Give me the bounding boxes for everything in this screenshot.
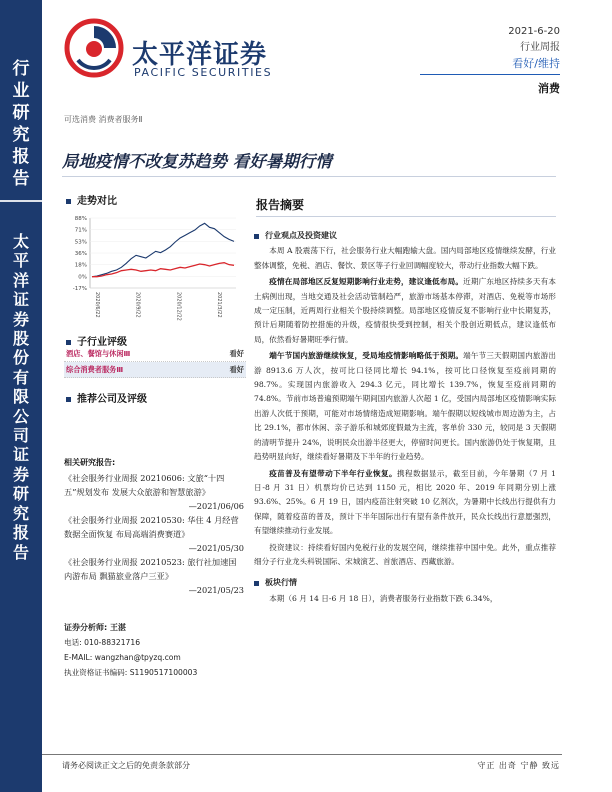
summary-paragraph (254, 467, 556, 539)
paragraph-text: 携程数据显示，截至目前，今年暑期（7 月 1 日-8 月 31 日）机票均价已达到 1150 元，相比 2020 年、2019 年同期分别上涨 93.6%、25%。6 月 19 日，国内疫苗注射突破 10 亿剂次，为暑期中长线出行提供有力保障，随着疫苗的普及，预计下半年国际出行有望有条件放开，民众长线出行意愿强烈，有望继续推动行业发展。 (254, 468, 556, 536)
banner-glyph: 洋 (12, 270, 29, 290)
report-type: 行业周报 (520, 42, 560, 53)
y-tick-label: 36% (74, 251, 87, 257)
y-tick-label: 0% (78, 274, 87, 281)
related-report-title: 《社会服务行业周报 20210523: 旅行社加速国内游布局 飘猫旅业落户三亚》 (64, 557, 237, 581)
banner-glyph: 份 (12, 348, 29, 368)
analyst-email: E-MAIL: wangzhan@tpyzq.com (64, 653, 181, 662)
banner-glyph: 行 (12, 59, 30, 79)
summary-body (254, 228, 556, 608)
analyst-info (64, 620, 244, 680)
trend-chart (64, 210, 244, 330)
banner-glyph: 太 (12, 232, 29, 251)
banner-glyph: 限 (12, 387, 29, 407)
banner-glyph: 研 (12, 103, 30, 123)
sub-rating-value: 看好 (229, 365, 244, 374)
sub-ratings-table (64, 346, 246, 378)
paragraph-text: 近期广东地区持续多天有本土病例出现，当地交通及社会活动管制趋严，旅游市场基本停滞，对酒店、免税等市场形成一定压制，近两周行业相关个股持续调整。局部地区疫情反复不影响行业中长期复苏，预计后期随着防控措施的升级，疫情很快受到控制，相关个股创近期低点，建议逢低布局，依然看好暑期旺季行情。 (254, 277, 557, 344)
banner-glyph: 有 (12, 367, 29, 387)
banner-glyph: 报 (12, 147, 30, 167)
report-date: 2021-6-20 (508, 26, 560, 37)
banner-glyph: 告 (12, 169, 30, 189)
y-tick-label: 53% (74, 239, 87, 246)
banner-glyph: 券 (12, 464, 29, 484)
summary-paragraph: 本期（6 月 14 日-6 月 18 日），消费者服务行业指数下跌 6.34%， (269, 593, 498, 603)
brand-name-en: PACIFIC SECURITIES (134, 66, 273, 79)
related-report-date: —2021/05/30 (188, 543, 244, 553)
banner-bottom-text (0, 232, 42, 562)
footer-motto: 守正 出奇 宁静 致远 (477, 761, 560, 770)
related-heading: 相关研究报告: (64, 458, 116, 467)
analyst-phone: 电话: 010-88321716 (64, 638, 141, 647)
paragraph-lead: 疫情在局部地区反复短期影响行业走势，建议逢低布局。 (269, 277, 464, 287)
banner-glyph: 券 (12, 309, 29, 329)
related-report-date: —2021/05/23 (188, 585, 244, 595)
x-tick-label: 2020/6/22 (94, 292, 100, 318)
paragraph-text: 端午节三天假期国内旅游出游 8913.6 万人次，按可比口径同比增长 94.1%，按可比口径恢复至疫前同期的 98.7%。实现国内旅游收入 294.3 亿元，同比增长 139.7%，恢复至疫前同期的 74.8%。节前市场普遍预期端午期间国内旅游人次超 1 亿，受国内局部地区疫情影响实际出游人次低于预期，可能对市场情绪造成短期影响。端午假期以短线城市周边游为主，占比 29.1%，都市休闲、亲子游乐和城郊度假最为主流，客单价 330 元，较同是 3 天假期的清明节提升 24%，说明民众出游半径更大，停留时间更长。国内旅游仍处于恢复期，且趋势明显向好，继续看好暑期及下半年的行业趋势。 (254, 351, 557, 462)
y-tick-label: 71% (74, 227, 87, 234)
summary-paragraph (254, 349, 556, 464)
viewpoint-bullet: 行业观点及投资建议 (254, 228, 556, 242)
recommend-heading: 推荐公司及评级 (66, 390, 147, 405)
analyst-name: 证券分析师: 王湛 (64, 623, 126, 632)
banner-glyph: 司 (12, 426, 29, 446)
x-tick-label: 2021/3/22 (216, 292, 222, 318)
y-tick-label: 88% (74, 216, 87, 222)
footer-disclaimer: 请务必阅读正文之后的免责条款部分 (62, 761, 190, 770)
summary-paragraph: 投资建议：持续看好国内免税行业的发展空间，继续推荐中国中免。此外，重点推荐细分子行业龙头科锐国际、宋城演艺、首旅酒店、西藏旅游。 (254, 542, 556, 566)
banner-divider (0, 200, 42, 202)
industry-rating: 看好/维持 (512, 57, 560, 70)
trend-heading: 走势对比 (66, 192, 117, 207)
related-report-date: —2021/06/06 (188, 501, 244, 511)
sub-ratings-heading: 子行业评级 (66, 333, 127, 348)
sub-rating-value: 看好 (229, 349, 244, 358)
summary-rule (256, 216, 556, 217)
banner-glyph: 股 (12, 329, 29, 349)
side-banner (0, 0, 42, 792)
x-tick-label: 2020/12/22 (175, 292, 182, 321)
sub-rating-row (64, 346, 246, 362)
paragraph-lead: 端午节国内旅游继续恢复，受局地疫情影响略低于预期。 (269, 351, 464, 361)
brand-name-cn: 太平洋证券 (132, 40, 268, 70)
breadcrumb: 可选消费 消费者服务Ⅱ (64, 115, 143, 124)
y-tick-label: 18% (74, 262, 87, 269)
company-logo-icon (64, 18, 124, 78)
summary-paragraph: 本周 A 股震荡下行，社会服务行业大幅跑输大盘。国内局部地区疫情继续发酵，行业整体调整，免税、酒店、餐饮、景区等子行业回调幅度较大，带动行业指数大幅下跌。 (254, 246, 556, 270)
header-meta (508, 24, 560, 72)
banner-glyph: 究 (12, 503, 29, 523)
related-report-title: 《社会服务行业周报 20210530: 华住 4 月经营数据全面恢复 布局高端消费赛道》 (64, 515, 239, 539)
sub-rating-name: 综合消费者服务Ⅲ (66, 365, 124, 374)
report-sector: 消费 (538, 82, 560, 95)
summary-heading: 报告摘要 (256, 198, 305, 212)
summary-paragraph (254, 275, 556, 347)
banner-glyph: 研 (12, 484, 29, 504)
analyst-license: 执业资格证书编码: S1190517100003 (64, 668, 198, 677)
page-title: 局地疫情不改复苏趋势 看好暑期行情 (62, 152, 332, 171)
market-bullet: 板块行情 (254, 575, 556, 589)
banner-glyph: 告 (12, 542, 29, 562)
related-reports (64, 471, 244, 597)
related-report-title: 《社会服务行业周报 20210606: 文旅“十四五”规划发布 发展大众旅游和智慧旅游》 (64, 473, 225, 497)
title-rule (62, 176, 556, 177)
y-tick-label: -17% (72, 286, 87, 292)
banner-glyph: 公 (12, 406, 29, 426)
banner-glyph: 业 (12, 81, 30, 101)
banner-glyph: 平 (12, 251, 29, 271)
header-rule (420, 74, 560, 75)
sub-rating-row (64, 362, 246, 378)
footer-rule (42, 754, 562, 755)
banner-top-text (0, 58, 42, 190)
banner-glyph: 证 (12, 290, 29, 310)
paragraph-lead: 疫苗普及有望带动下半年行业恢复。 (269, 468, 397, 478)
banner-glyph: 报 (12, 523, 29, 543)
banner-glyph: 究 (12, 125, 30, 145)
banner-glyph: 证 (12, 445, 29, 465)
sub-rating-name: 酒店、餐馆与休闲Ⅲ (66, 349, 131, 358)
x-tick-label: 2020/9/22 (134, 292, 141, 318)
